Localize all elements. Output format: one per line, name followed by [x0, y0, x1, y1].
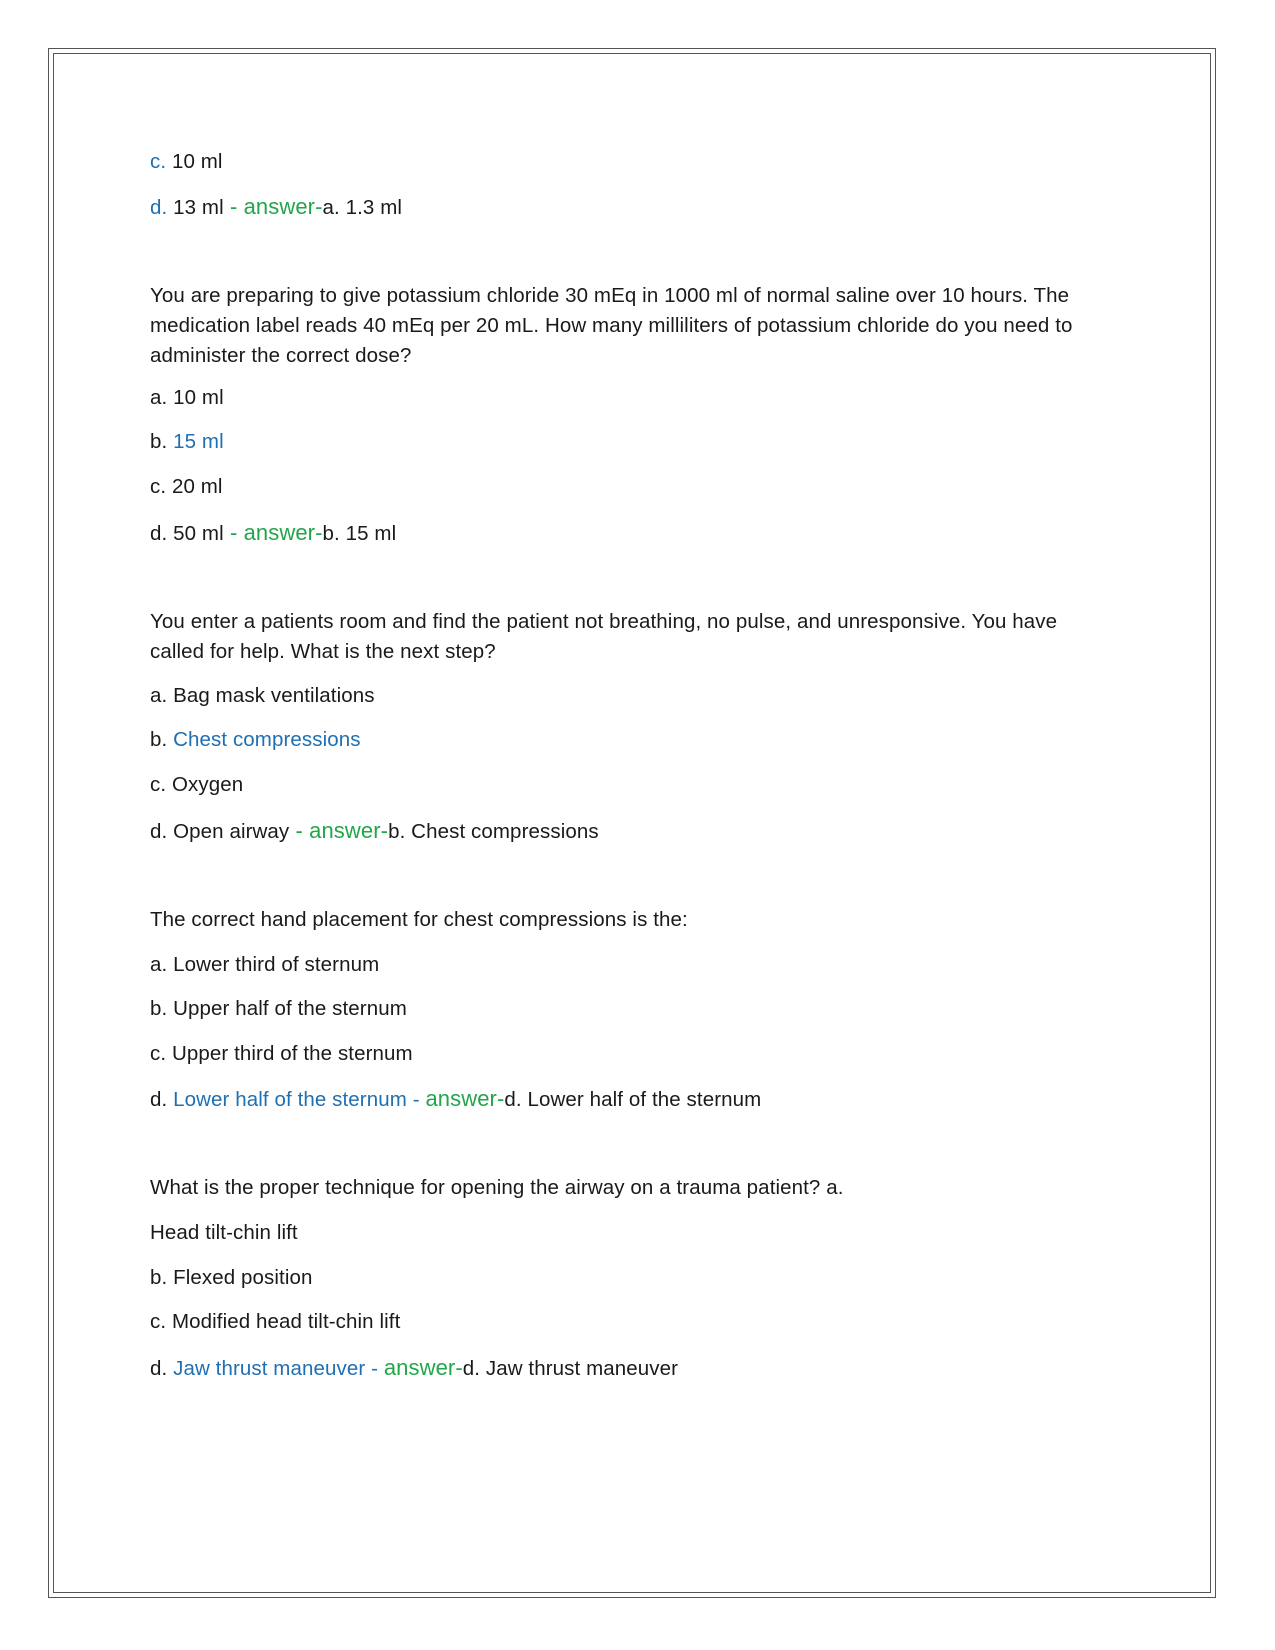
option-b	[150, 430, 224, 454]
answer-value: b. 15 ml	[322, 522, 397, 545]
option-text: Lower half of the sternum	[173, 1088, 407, 1111]
option-c	[150, 475, 223, 499]
option-a	[150, 684, 375, 708]
option-letter: d.	[150, 1357, 168, 1380]
option-d	[150, 194, 402, 220]
answer-label: answer-	[383, 1355, 463, 1380]
option-text: 20 ml	[171, 475, 223, 498]
option-text: Oxygen	[171, 773, 244, 796]
option-letter: b.	[150, 997, 168, 1020]
option-letter: d.	[150, 820, 168, 843]
option-a	[150, 386, 224, 410]
answer-label: answer-	[309, 818, 389, 843]
option-text: Lower third of sternum	[173, 953, 380, 976]
option-d	[150, 1355, 678, 1381]
option-b	[150, 1266, 312, 1290]
option-letter: d.	[150, 522, 168, 545]
question-text: You enter a patients room and find the patient not breathing, no pulse, and unresponsive. You have called for help. What is the next step?	[150, 610, 1058, 663]
option-c	[150, 1042, 413, 1066]
option-c	[150, 773, 243, 797]
option-b	[150, 728, 361, 752]
option-c	[150, 1310, 400, 1334]
option-letter: a.	[150, 684, 168, 707]
option-text: Open airway	[173, 820, 290, 843]
answer-label: answer-	[425, 1086, 505, 1111]
option-text: Jaw thrust maneuver	[173, 1357, 366, 1380]
option-letter: b.	[150, 1266, 168, 1289]
option-b	[150, 997, 407, 1021]
question-text: You are preparing to give potassium chloride 30 mEq in 1000 ml of normal saline over 10 hours. The medication label reads 40 mEq per 20 mL. How many milliliters of potassium chloride do you need to administer the correct dose?	[150, 284, 1073, 367]
option-letter: a.	[150, 386, 168, 409]
answer-value: b. Chest compressions	[388, 820, 599, 843]
option-text: Upper half of the sternum	[173, 997, 407, 1020]
option-text: 10 ml	[171, 150, 223, 173]
option-letter: c.	[150, 1042, 167, 1065]
answer-value: a. 1.3 ml	[322, 196, 403, 219]
answer-dash: -	[289, 818, 310, 843]
option-text: 10 ml	[173, 386, 224, 409]
answer-dash: -	[223, 520, 244, 545]
option-letter: c.	[150, 1310, 167, 1333]
option-letter: c.	[150, 773, 167, 796]
option-text: 13 ml	[173, 196, 224, 219]
option-letter: a.	[150, 953, 168, 976]
option-text: Modified head tilt-chin lift	[171, 1310, 401, 1333]
answer-dash: -	[406, 1088, 426, 1111]
answer-label: answer-	[243, 194, 323, 219]
option-d	[150, 1086, 761, 1112]
option-text: Upper third of the sternum	[171, 1042, 413, 1065]
answer-dash: -	[365, 1357, 384, 1380]
option-a	[150, 1221, 298, 1245]
option-d	[150, 520, 396, 546]
option-a	[150, 953, 379, 977]
option-letter: b.	[150, 728, 168, 751]
option-letter: b.	[150, 430, 168, 453]
option-letter: d.	[150, 1088, 168, 1111]
option-text: 15 ml	[173, 430, 224, 453]
question-text: The correct hand placement for chest compressions is the:	[150, 908, 688, 931]
option-text: Flexed position	[173, 1266, 313, 1289]
answer-dash: -	[223, 194, 244, 219]
option-text: Head tilt-chin lift	[150, 1221, 298, 1244]
option-d	[150, 818, 599, 844]
answer-label: answer-	[243, 520, 323, 545]
option-letter: c.	[150, 150, 167, 173]
answer-value: d. Lower half of the sternum	[504, 1088, 762, 1111]
option-letter: c.	[150, 475, 167, 498]
option-text: 50 ml	[173, 522, 224, 545]
option-text: Chest compressions	[173, 728, 361, 751]
answer-value: d. Jaw thrust maneuver	[462, 1357, 679, 1380]
option-c	[150, 150, 223, 174]
question-text: What is the proper technique for opening the airway on a trauma patient? a.	[150, 1176, 844, 1199]
option-text: Bag mask ventilations	[173, 684, 375, 707]
option-letter: d.	[150, 196, 168, 219]
